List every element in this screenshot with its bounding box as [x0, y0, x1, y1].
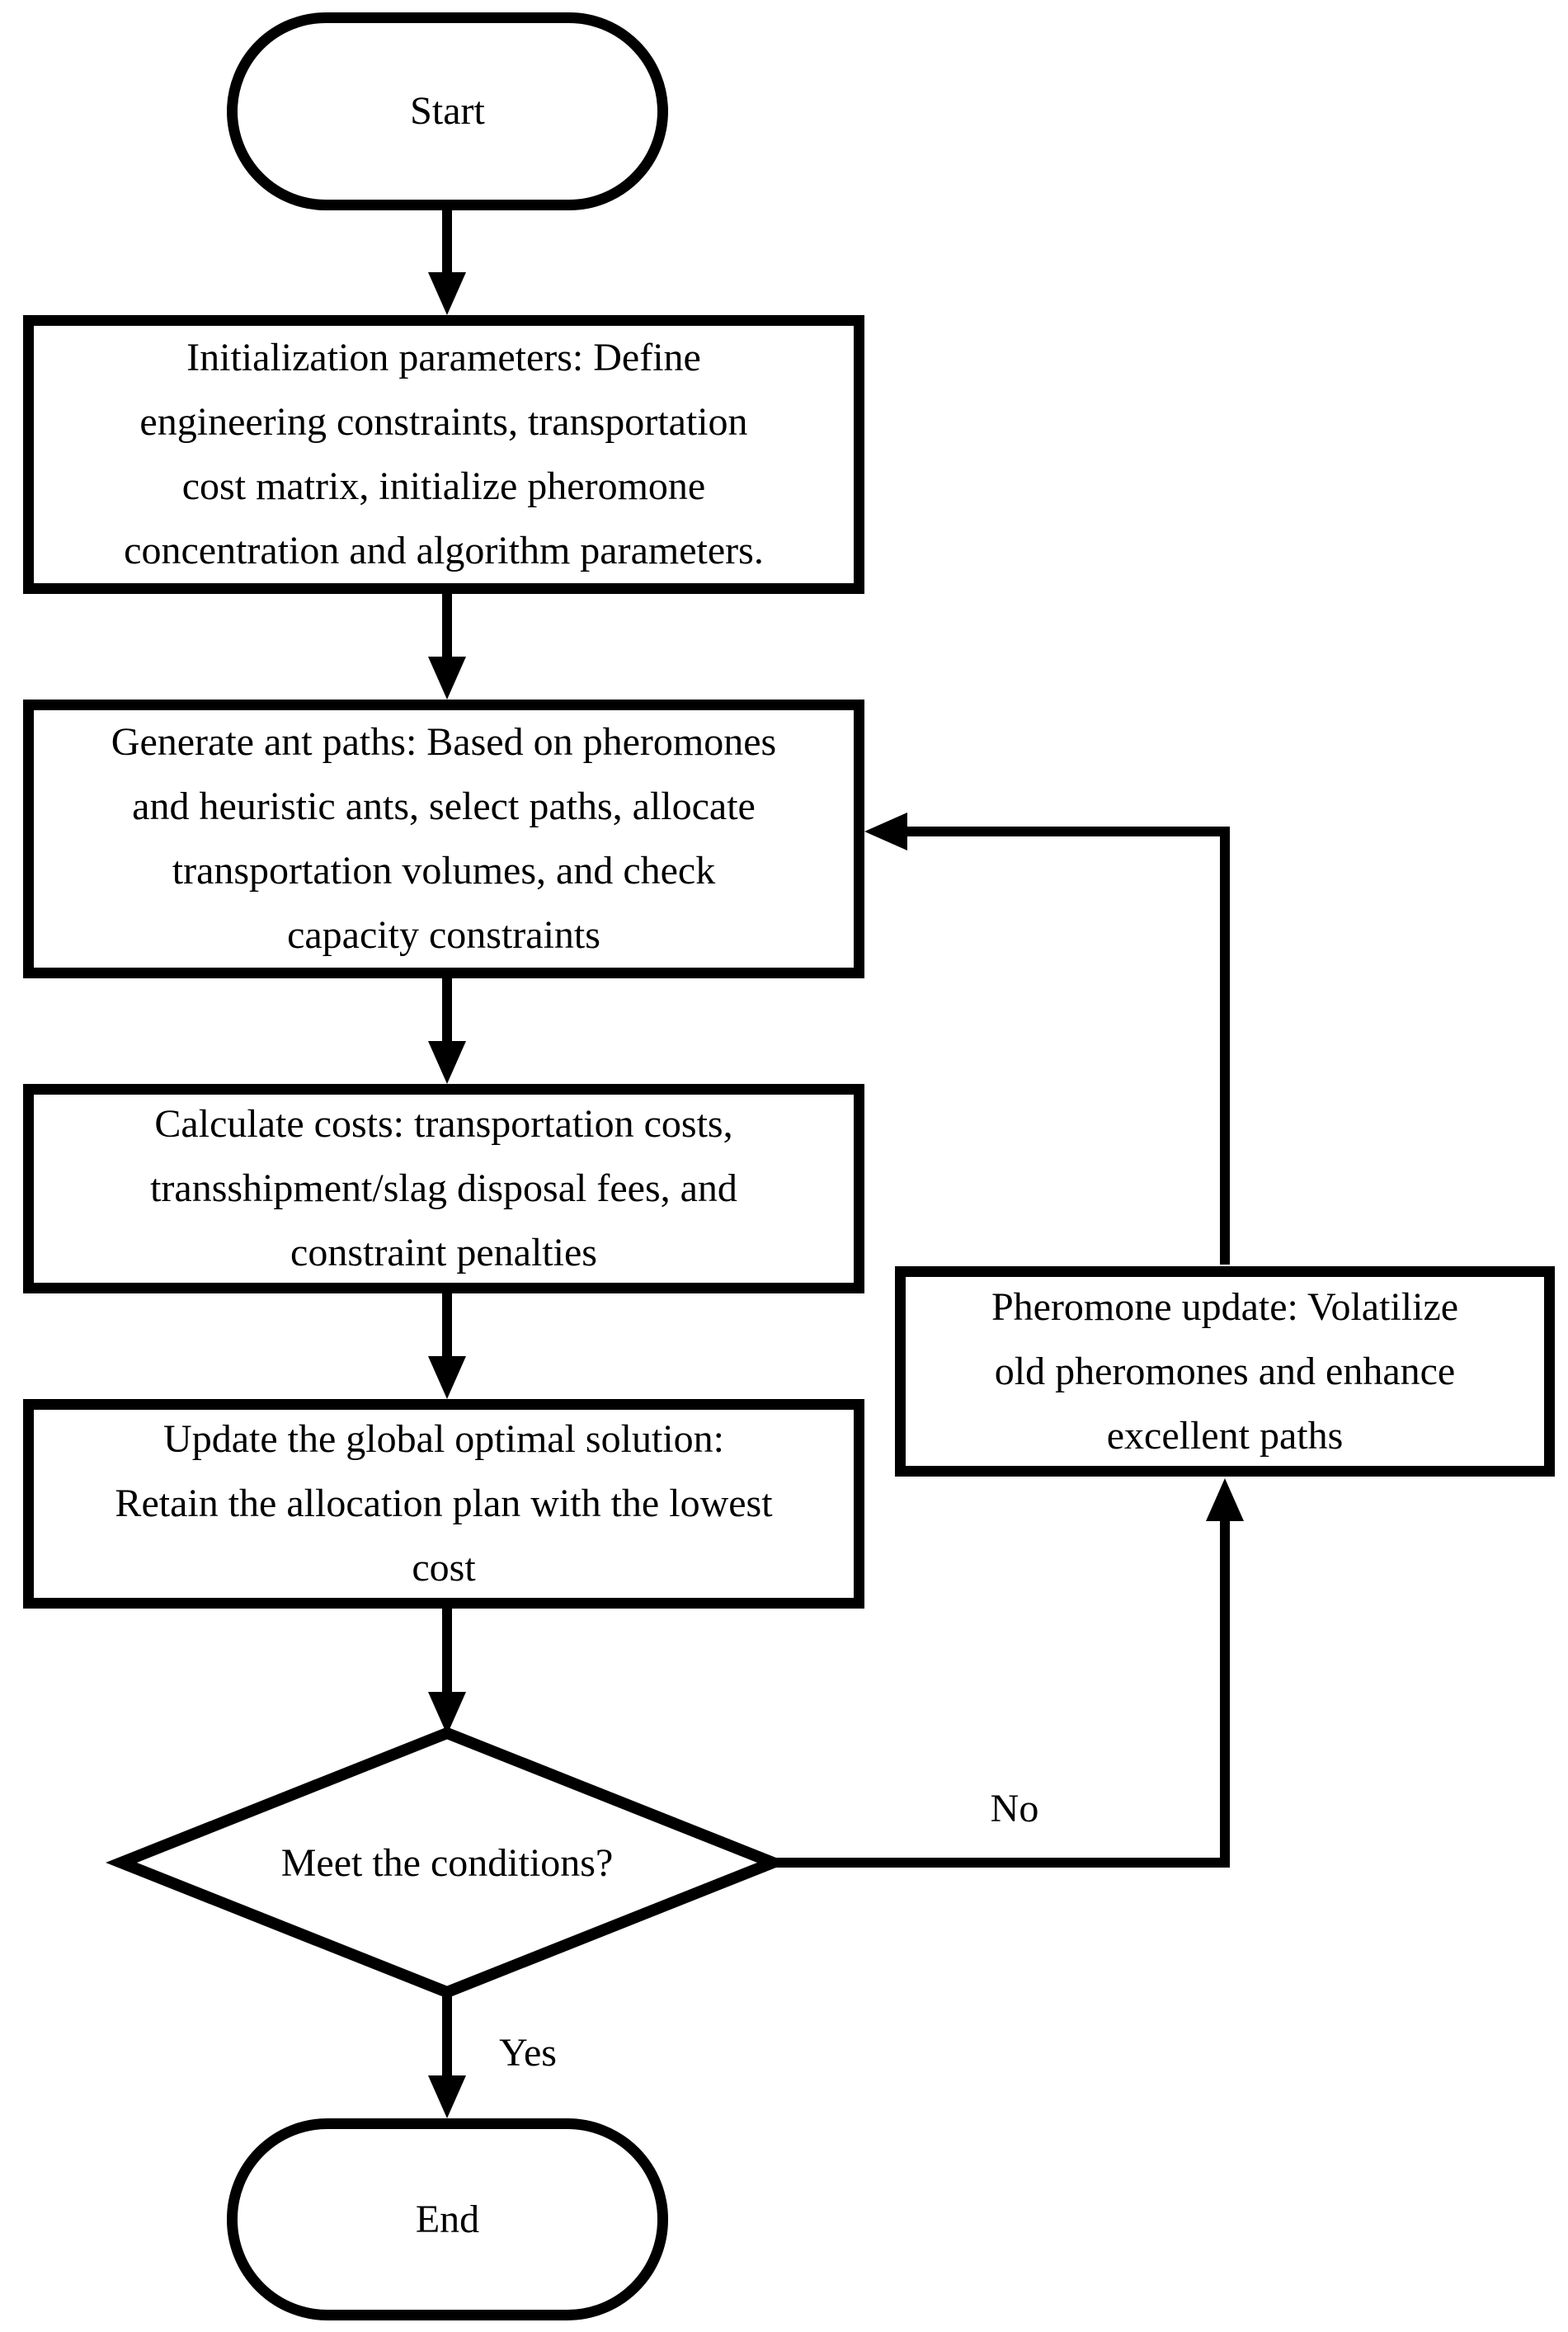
no-edge-label [957, 1775, 1072, 1841]
arrow-generate-to-calculate [428, 976, 466, 1084]
arrow-init-to-generate [428, 591, 466, 700]
arrow-calculate-to-update [428, 1291, 466, 1399]
process-text-line: constraint penalties [290, 1231, 597, 1274]
process-text-line: engineering constraints, transportation [139, 400, 748, 444]
decision-label [162, 1821, 732, 1904]
arrow-update-to-decision [428, 1606, 466, 1735]
arrowhead-left-icon [864, 813, 907, 850]
arrow-decision-to-end [428, 1990, 466, 2118]
arrowhead-down-icon [428, 1041, 466, 1084]
arrow-pheromone-to-generate [864, 813, 1225, 1265]
arrowhead-down-icon [428, 1356, 466, 1399]
process-text-line: Retain the allocation plan with the lowest [115, 1482, 773, 1525]
process-text-line: cost matrix, initialize pheromone [181, 464, 706, 508]
arrowhead-down-icon [428, 272, 466, 315]
node-start [227, 12, 668, 210]
end-label: End [415, 2197, 480, 2241]
node-pheromone-update [895, 1266, 1555, 1477]
process-text-line: Initialization parameters: Define [186, 336, 701, 379]
node-initialization [23, 315, 864, 594]
yes-text: Yes [499, 2030, 557, 2075]
process-text-line: cost [412, 1546, 476, 1590]
process-text-line: capacity constraints [287, 913, 600, 957]
process-text-line: transportation volumes, and check [172, 849, 716, 893]
node-update-global-optimal [23, 1399, 864, 1609]
node-generate-ant-paths [23, 700, 864, 978]
process-text-line: Calculate costs: transportation costs, [154, 1102, 733, 1146]
arrow-start-to-init [428, 207, 466, 315]
process-text-line: Update the global optimal solution: [163, 1417, 724, 1461]
node-end [227, 2118, 668, 2320]
start-label: Start [410, 89, 485, 133]
node-calculate-costs [23, 1084, 864, 1293]
arrowhead-down-icon [428, 2075, 466, 2118]
yes-edge-label [474, 2019, 582, 2085]
process-text-line: Pheromone update: Volatilize [991, 1284, 1459, 1329]
no-text: No [990, 1786, 1039, 1830]
arrowhead-down-icon [428, 657, 466, 700]
process-text-line: transshipment/slag disposal fees, and [150, 1166, 737, 1210]
process-text-line: concentration and algorithm parameters. [124, 529, 764, 572]
decision-question: Meet the conditions? [280, 1840, 614, 1885]
process-text-line: excellent paths [1106, 1413, 1344, 1458]
process-text-line: old pheromones and enhance [994, 1349, 1456, 1393]
arrowhead-up-icon [1206, 1478, 1244, 1521]
process-text-line: Generate ant paths: Based on pheromones [111, 720, 777, 764]
process-text-line: and heuristic ants, select paths, allocate [132, 784, 756, 828]
